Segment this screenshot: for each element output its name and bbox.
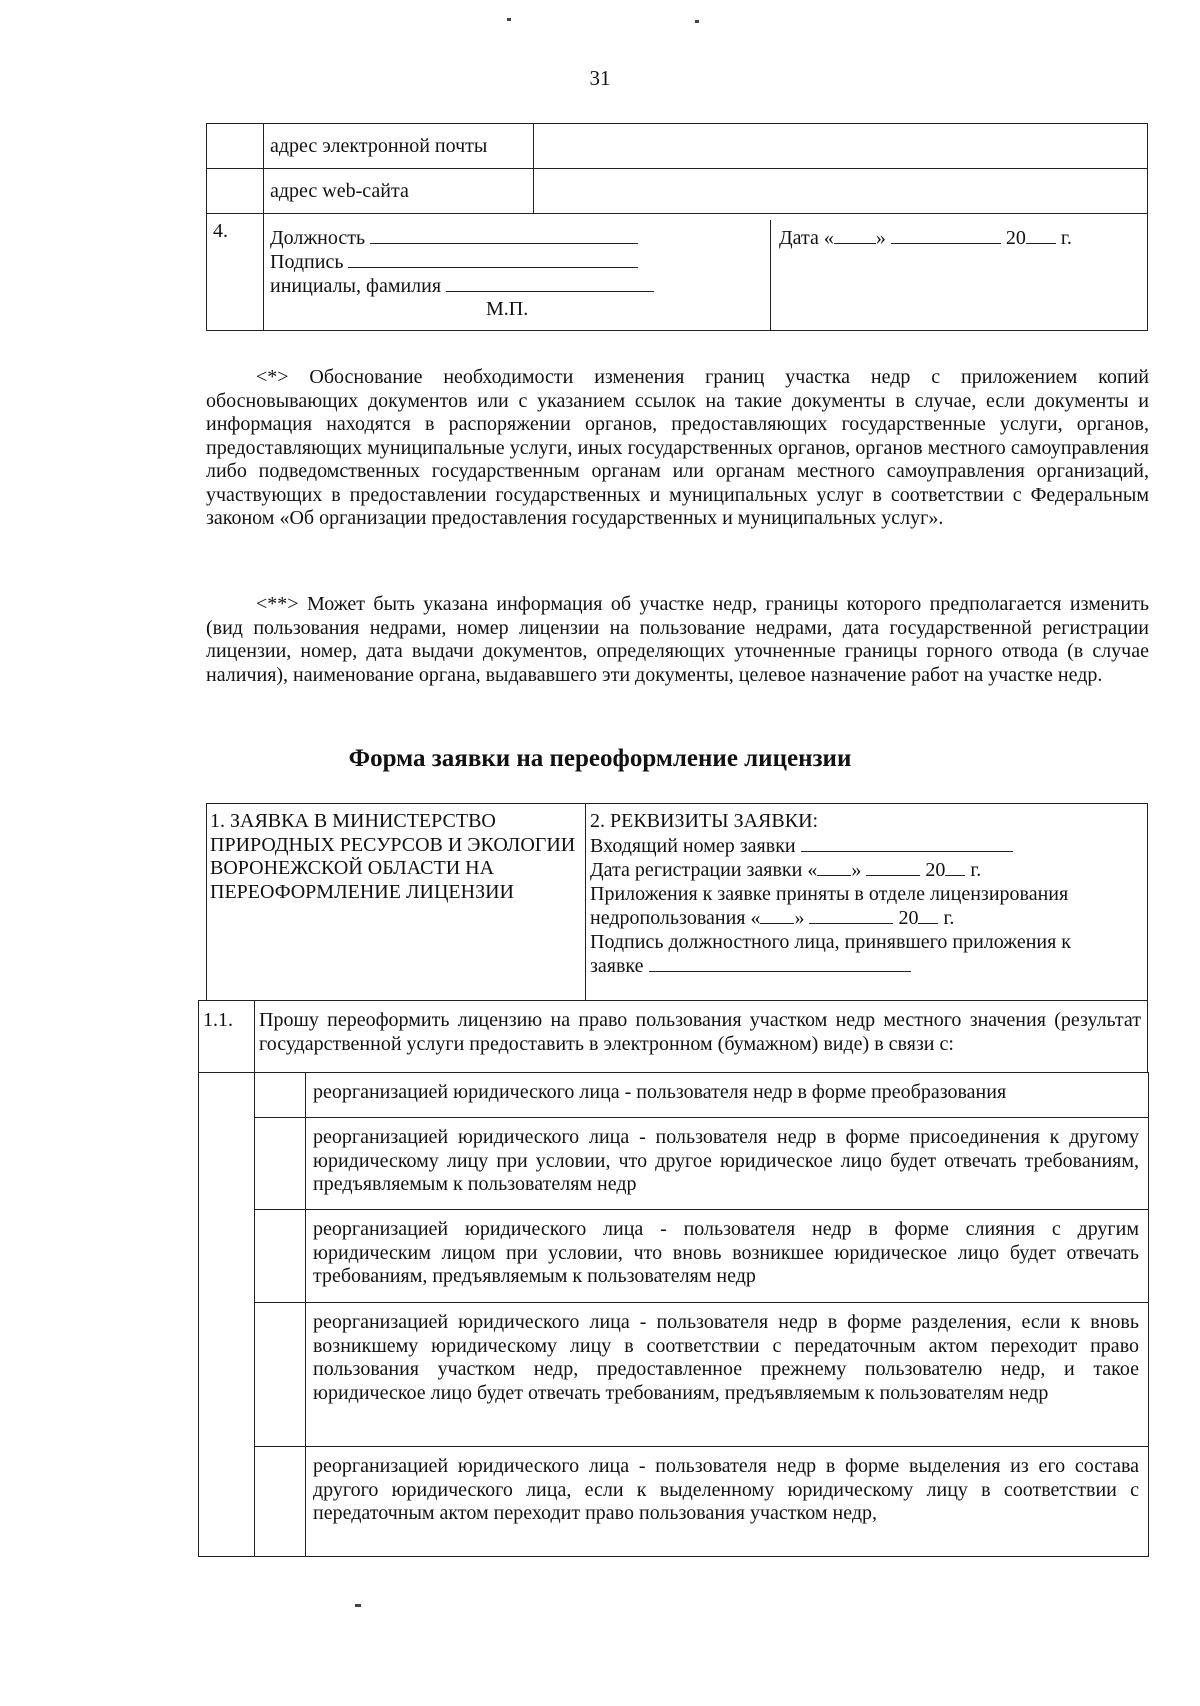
form-title: Форма заявки на переоформление лицензии xyxy=(348,745,852,772)
scan-mark xyxy=(355,1604,361,1607)
registration-year-field[interactable] xyxy=(945,858,965,876)
table-row xyxy=(207,169,1148,214)
attachments-year-field[interactable] xyxy=(918,906,938,924)
footnote-1: <*> Обоснование необходимости изменения границ участка недр с приложением копий обосновывающих документов или с указанием ссылок на такие документы в случае, если документы и информация находятся в распоряжении органов, предоставляющих государственные услуги, органов, предоставляющих муниципальные услуги, иных государственных органов, органов местного самоуправления либо подведомственных государственным органам или органам местного самоуправления организаций, участвующих в предоставлении государственных и муниципальных услуг в соответствии с Федеральным законом «Об организации предоставления государственных и муниципальных услуг». xyxy=(206,366,1149,529)
option-text: реорганизацией юридического лица - пользователя недр в форме присоединения к другому юридическому лицу при условии, что другое юридическое лицо будет отвечать требованиям, предъявляемым к пользователям недр xyxy=(313,1126,1139,1195)
scan-mark xyxy=(695,20,699,23)
date-label: Дата « xyxy=(779,227,834,249)
reason-option xyxy=(254,1209,1149,1302)
item-1-1 xyxy=(198,1000,1148,1073)
registration-date-label: Дата регистрации заявки « xyxy=(590,859,818,881)
signature-field[interactable] xyxy=(348,250,638,268)
attachments-month-field[interactable] xyxy=(809,906,893,924)
email-field[interactable] xyxy=(534,124,1148,169)
contact-signature-table xyxy=(206,123,1148,331)
request-header xyxy=(206,803,1148,1001)
position-field[interactable] xyxy=(370,226,638,244)
date-day-field[interactable] xyxy=(834,226,876,244)
registration-month-field[interactable] xyxy=(866,858,920,876)
scan-mark xyxy=(507,18,511,21)
option-checkbox[interactable] xyxy=(255,1118,306,1209)
official-signature-label: Подпись должностного лица, принявшего приложения к xyxy=(590,930,1072,953)
website-field[interactable] xyxy=(534,169,1148,214)
page-number: 31 xyxy=(589,66,611,90)
incoming-number-field[interactable] xyxy=(801,834,1013,852)
signature-row xyxy=(207,214,1148,331)
position-label: Должность xyxy=(270,227,366,249)
request-section-2-title: 2. РЕКВИЗИТЫ ЗАЯВКИ: xyxy=(590,810,819,832)
signature-label: Подпись xyxy=(270,251,344,273)
reason-option xyxy=(254,1446,1149,1557)
option-checkbox[interactable] xyxy=(255,1447,306,1557)
email-label: адрес электронной почты xyxy=(264,124,534,169)
name-label: инициалы, фамилия xyxy=(270,275,442,297)
name-field[interactable] xyxy=(446,274,654,292)
row-number: 4. xyxy=(207,214,264,331)
date-year-field[interactable] xyxy=(1026,226,1056,244)
attachments-day-field[interactable] xyxy=(760,906,794,924)
divider xyxy=(585,804,586,1000)
request-details: 2. РЕКВИЗИТЫ ЗАЯВКИ: Входящий номер заявки Дата регистрации заявки « » 20 г. Приложения к заявке приняты в отделе лицензирования недропользования « » 20 г. Подпись должностного лица, принявшего приложения к заявке xyxy=(590,810,1140,979)
date-month-field[interactable] xyxy=(891,226,1001,244)
option-checkbox[interactable] xyxy=(255,1210,306,1302)
divider xyxy=(254,1001,255,1072)
option-text: реорганизацией юридического лица - пользователя недр в форме разделения, если к вновь возникшему юридическому лицу в соответствии с передаточным актом переходит право пользования участком недр, предоставленное прежнему пользователю недр, и такое юридическое лицо будет отвечать требованиям, предъявляемым к пользователям недр xyxy=(313,1311,1139,1404)
footnote-2: <**> Может быть указана информация об участке недр, границы которого предполагается изменить (вид пользования недрами, номер лицензии на пользование недрами, дата государственной регистрации лицензии, номер, дата выдачи документов, определяющих уточненные границы горного отвода (в случае наличия), наименование органа, выдававшего эти документы, целевое назначение работ на участке недр. xyxy=(206,593,1149,686)
reason-option xyxy=(254,1302,1149,1446)
reason-option xyxy=(254,1072,1149,1117)
reason-options xyxy=(198,1072,1148,1557)
registration-day-field[interactable] xyxy=(817,858,851,876)
option-checkbox[interactable] xyxy=(255,1073,306,1117)
official-signature-field[interactable] xyxy=(649,954,911,972)
option-text: реорганизацией юридического лица - пользователя недр в форме выделения из его состава другого юридического лица, если к выделенному юридическому лицу в соответствии с передаточным актом переходит право пользования участком недр, xyxy=(313,1455,1139,1524)
table-row xyxy=(207,124,1148,169)
option-checkbox[interactable] xyxy=(255,1303,306,1446)
request-section-1-title: 1. ЗАЯВКА В МИНИСТЕРСТВО ПРИРОДНЫХ РЕСУРСОВ И ЭКОЛОГИИ ВОРОНЕЖСКОЙ ОБЛАСТИ НА ПЕРЕОФОРМЛЕНИЕ ЛИЦЕНЗИИ xyxy=(210,810,576,903)
signature-cell xyxy=(264,220,771,330)
incoming-number-label: Входящий номер заявки xyxy=(590,834,796,857)
attachments-label: Приложения к заявке приняты в отделе лицензирования xyxy=(590,882,1069,905)
stamp-label: М.П. xyxy=(486,298,529,320)
website-label: адрес web-сайта xyxy=(264,169,534,214)
item-number: 1.1. xyxy=(203,1009,233,1031)
date-cell: Дата « » 20 г. xyxy=(779,227,1072,249)
option-text: реорганизацией юридического лица - пользователя недр в форме преобразования xyxy=(313,1081,1007,1103)
option-text: реорганизацией юридического лица - пользователя недр в форме слияния с другим юридическим лицом при условии, что вновь возникшее юридическое лицо будет отвечать требованиям, предъявляемым к пользователям недр xyxy=(313,1218,1139,1287)
item-text: Прошу переоформить лицензию на право пользования участком недр местного значения (результат государственной услуги предоставить в электронном (бумажном) виде) в связи с: xyxy=(259,1009,1141,1055)
reason-option xyxy=(254,1117,1149,1209)
